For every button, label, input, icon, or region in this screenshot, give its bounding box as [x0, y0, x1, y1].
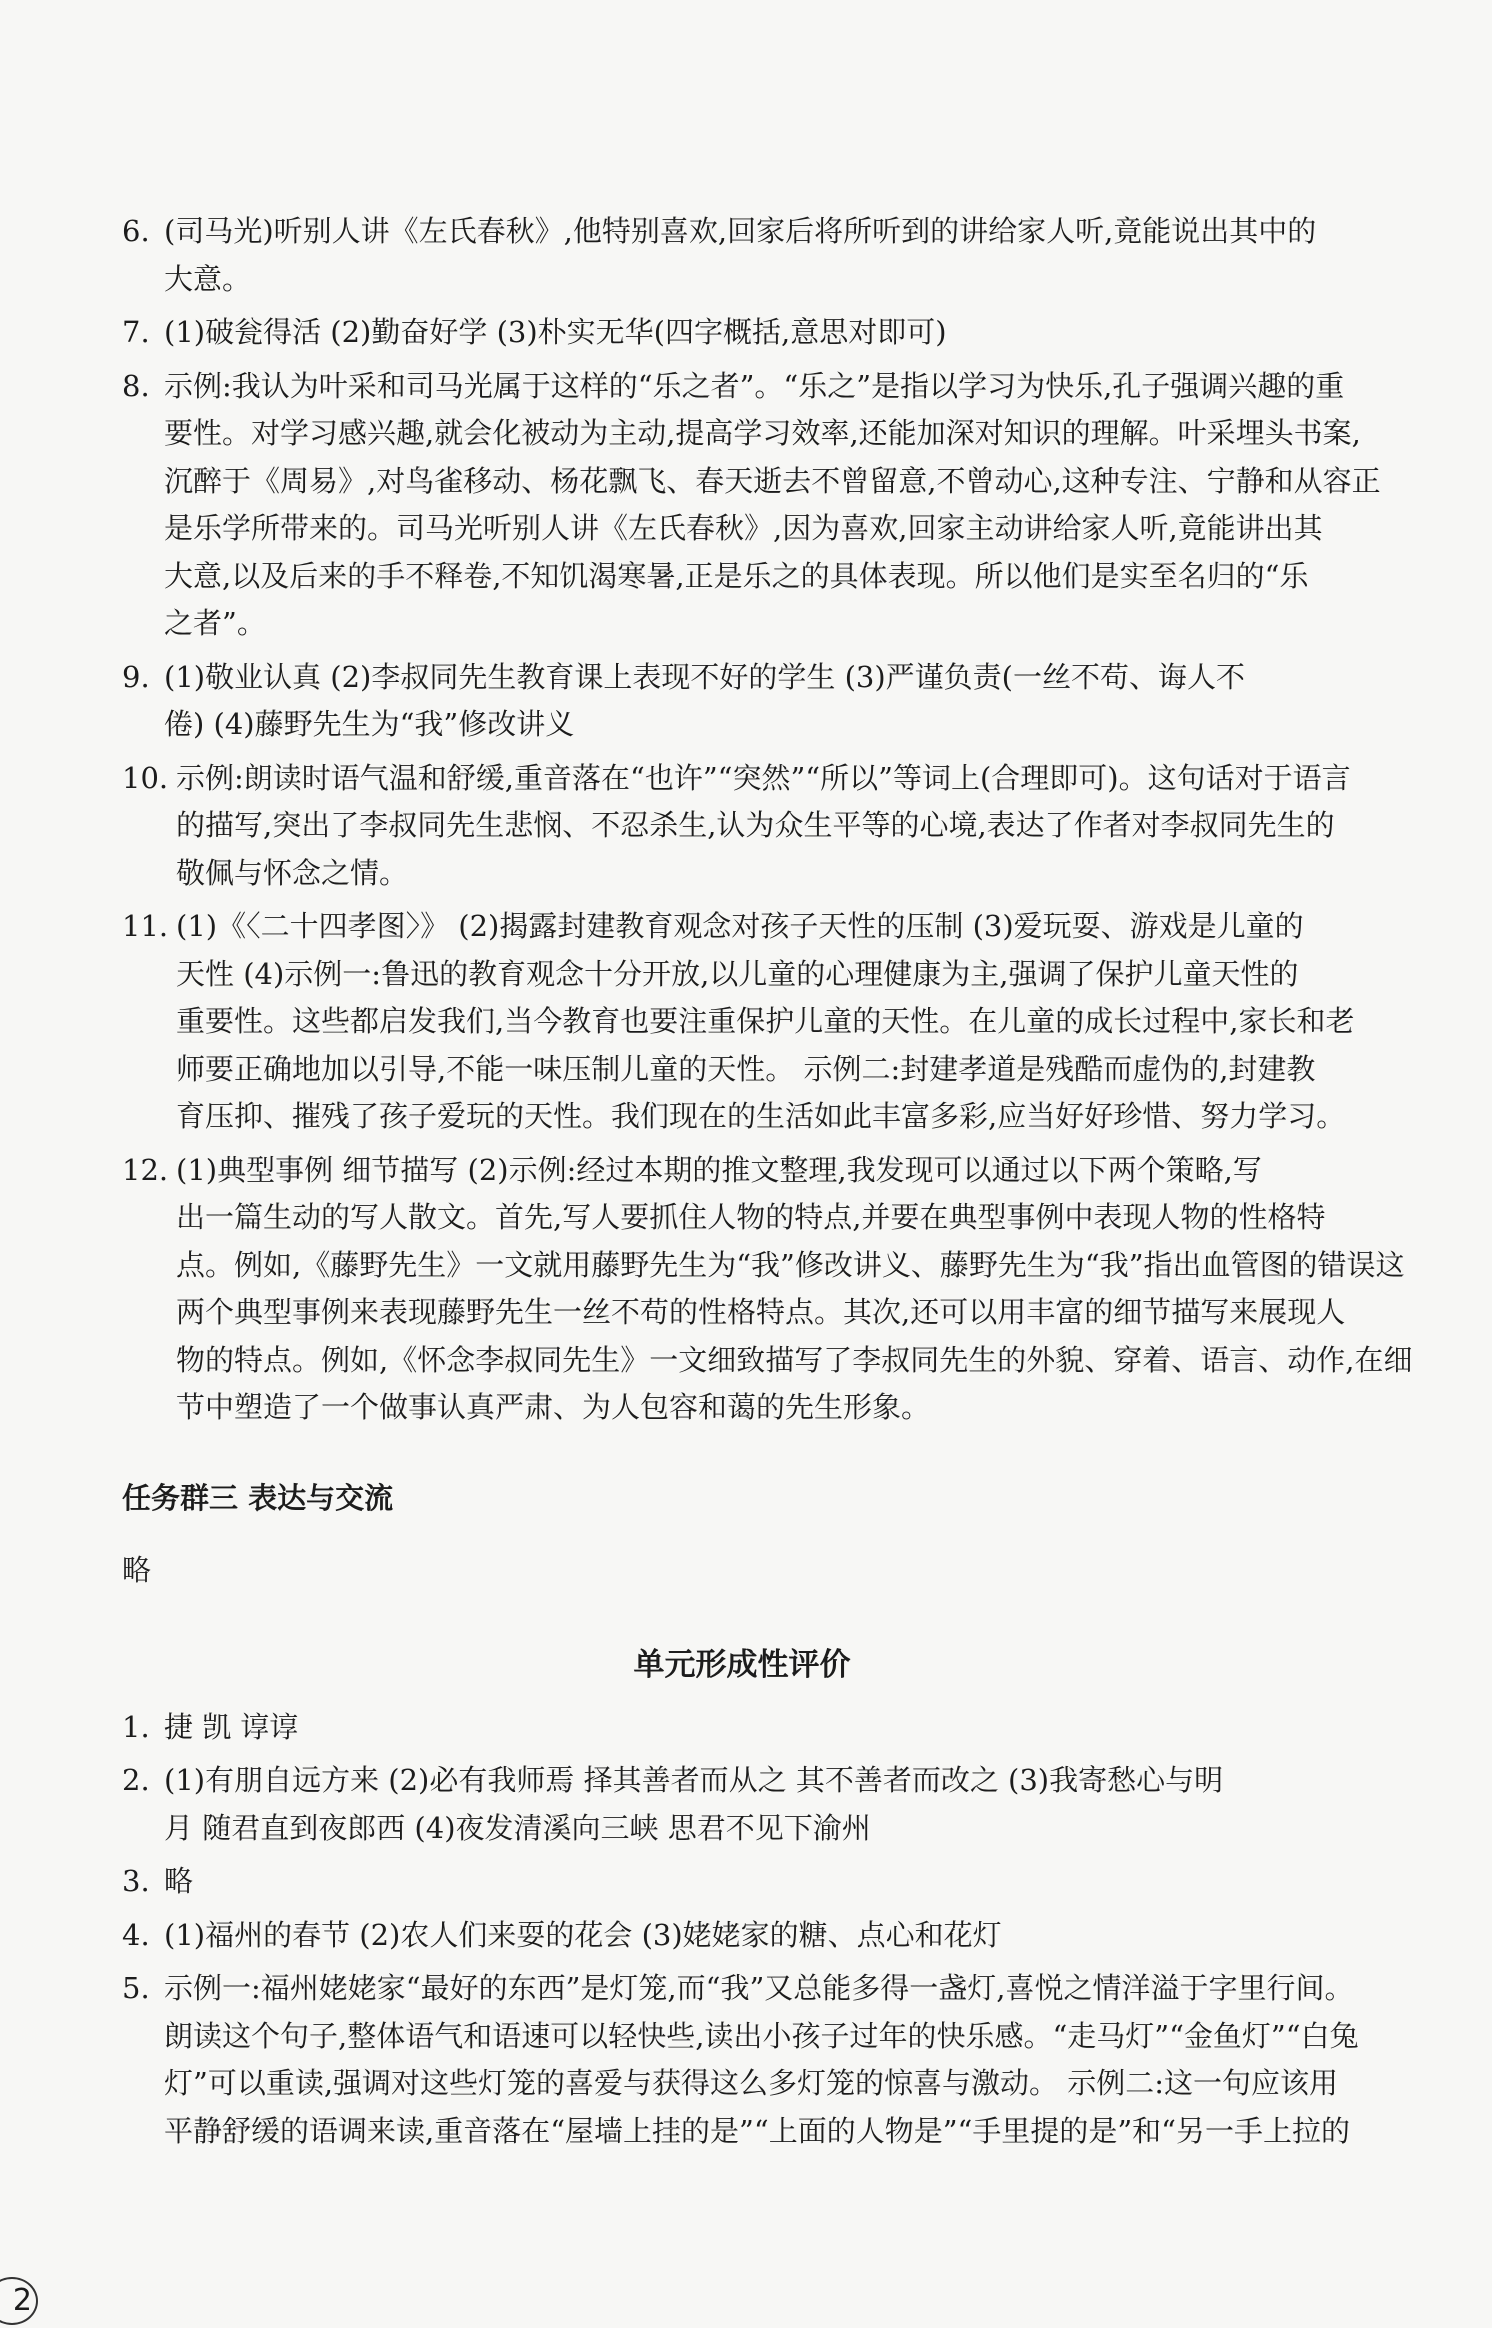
- answer-number: 2.: [122, 1763, 150, 1797]
- answer-number: 12.: [122, 1152, 169, 1187]
- answer-list: [122, 208, 1422, 1432]
- answer-line: 示例一:福州姥姥家“最好的东西”是灯笼,而“我”又总能多得一盏灯,喜悦之情洋溢于字里行间。: [164, 1971, 1354, 2005]
- answer-item: [122, 1912, 1422, 1960]
- answer-number: 1.: [122, 1709, 150, 1744]
- section-title: 任务群三 表达与交流: [122, 1480, 394, 1515]
- answer-item: [122, 309, 1422, 357]
- answer-line: 沉醉于《周易》,对鸟雀移动、杨花飘飞、春天逝去不曾留意,不曾动心,这种专注、宁静和从容正: [164, 463, 1381, 498]
- answer-line: 重要性。这些都启发我们,当今教育也要注重保护儿童的天性。在儿童的成长过程中,家长和老: [176, 1004, 1355, 1038]
- answer-line: 倦) (4)藤野先生为“我”修改讲义: [164, 707, 575, 741]
- answer-line: 物的特点。例如,《怀念李叔同先生》一文细致描写了李叔同先生的外貌、穿着、语言、动作,在细: [176, 1342, 1413, 1377]
- answer-number: 10.: [122, 760, 169, 795]
- section-body: 略: [122, 1552, 152, 1587]
- answer-item: [122, 1147, 1422, 1432]
- answer-item: [122, 1704, 1422, 1752]
- answer-number: 7.: [122, 315, 150, 349]
- answer-line: 的描写,突出了李叔同先生悲悯、不忍杀生,认为众生平等的心境,表达了作者对李叔同先生的: [176, 808, 1335, 842]
- answer-line: 略: [164, 1864, 194, 1898]
- answer-item: [122, 755, 1422, 898]
- answer-number: 4.: [122, 1917, 150, 1952]
- answer-line: 大意,以及后来的手不释卷,不知饥渴寒暑,正是乐之的具体表现。所以他们是实至名归的“乐: [164, 558, 1309, 593]
- answer-item: [122, 654, 1422, 749]
- answer-line: (1)破瓮得活 (2)勤奋好学 (3)朴实无华(四字概括,意思对即可): [164, 315, 947, 349]
- answer-line: 月 随君直到夜郎西 (4)夜发清溪向三峡 思君不见下渝州: [164, 1810, 871, 1845]
- answer-line: 节中塑造了一个做事认真严肃、为人包容和蔼的先生形象。: [176, 1390, 931, 1424]
- answer-line: 师要正确地加以引导,不能一味压制儿童的天性。 示例二:封建孝道是残酷而虚伪的,封建教: [176, 1051, 1316, 1086]
- unit-title: 单元形成性评价: [633, 1646, 851, 1683]
- answer-line: 两个典型事例来表现藤野先生一丝不苟的性格特点。其次,还可以用丰富的细节描写来展现人: [176, 1295, 1346, 1329]
- answer-number: 3.: [122, 1864, 150, 1898]
- answer-line: 要性。对学习感兴趣,就会化被动为主动,提高学习效率,还能加深对知识的理解。叶采埋头书案,: [164, 416, 1361, 450]
- answer-item: [122, 1965, 1422, 2155]
- answer-item: [122, 208, 1422, 303]
- answer-line: 敬佩与怀念之情。: [176, 855, 409, 890]
- answer-line: 天性 (4)示例一:鲁迅的教育观念十分开放,以儿童的心理健康为主,强调了保护儿童天性的: [176, 956, 1299, 991]
- page-number: 2: [0, 2277, 38, 2325]
- answer-item: [122, 1757, 1422, 1852]
- unit-answer-list: [122, 1704, 1422, 2156]
- answer-item: [122, 903, 1422, 1141]
- answer-item: [122, 1858, 1422, 1906]
- answer-line: 点。例如,《藤野先生》一文就用藤野先生为“我”修改讲义、藤野先生为“我”指出血管图的错误这: [176, 1247, 1405, 1282]
- answer-line: 之者”。: [164, 606, 266, 640]
- answer-line: 捷 凯 谆谆: [164, 1709, 299, 1744]
- answer-item: [122, 363, 1422, 648]
- answer-number: 8.: [122, 368, 150, 403]
- answer-line: (1)敬业认真 (2)李叔同先生教育课上表现不好的学生 (3)严谨负责(一丝不苟、诲人不: [164, 659, 1245, 694]
- answer-line: (1)典型事例 细节描写 (2)示例:经过本期的推文整理,我发现可以通过以下两个策略,写: [176, 1152, 1262, 1187]
- answer-line: 是乐学所带来的。司马光听别人讲《左氏春秋》,因为喜欢,回家主动讲给家人听,竟能讲出其: [164, 511, 1323, 545]
- answer-line: 朗读这个句子,整体语气和语速可以轻快些,读出小孩子过年的快乐感。“走马灯”“金鱼灯”“白兔: [164, 2018, 1359, 2053]
- answer-number: 11.: [122, 909, 169, 943]
- answer-content: [122, 208, 1422, 2161]
- answer-line: 示例:朗读时语气温和舒缓,重音落在“也许”“突然”“所以”等词上(合理即可)。这句话对于语言: [176, 760, 1351, 795]
- answer-line: 平静舒缓的语调来读,重音落在“屋墙上挂的是”“上面的人物是”“手里提的是”和“另一手上拉的: [164, 2113, 1350, 2148]
- answer-line: (1)《〈二十四孝图〉》 (2)揭露封建教育观念对孩子天性的压制 (3)爱玩耍、游戏是儿童的: [176, 909, 1304, 943]
- answer-number: 6.: [122, 214, 150, 248]
- answer-line: 灯”可以重读,强调对这些灯笼的喜爱与获得这么多灯笼的惊喜与激动。 示例二:这一句应该用: [164, 2066, 1339, 2100]
- answer-number: 9.: [122, 659, 150, 694]
- answer-number: 5.: [122, 1971, 150, 2005]
- answer-line: 大意。: [164, 261, 252, 296]
- answer-line: (1)有朋自远方来 (2)必有我师焉 择其善者而从之 其不善者而改之 (3)我寄愁心与明: [164, 1763, 1224, 1797]
- answer-line: 出一篇生动的写人散文。首先,写人要抓住人物的特点,并要在典型事例中表现人物的性格特: [176, 1200, 1326, 1234]
- answer-line: (司马光)听别人讲《左氏春秋》,他特别喜欢,回家后将所听到的讲给家人听,竟能说出其中的: [164, 214, 1317, 248]
- answer-line: 育压抑、摧残了孩子爱玩的天性。我们现在的生活如此丰富多彩,应当好好珍惜、努力学习。: [176, 1099, 1346, 1133]
- answer-line: (1)福州的春节 (2)农人们来耍的花会 (3)姥姥家的糖、点心和花灯: [164, 1917, 1002, 1952]
- answer-line: 示例:我认为叶采和司马光属于这样的“乐之者”。“乐之”是指以学习为快乐,孔子强调兴趣的重: [164, 368, 1345, 403]
